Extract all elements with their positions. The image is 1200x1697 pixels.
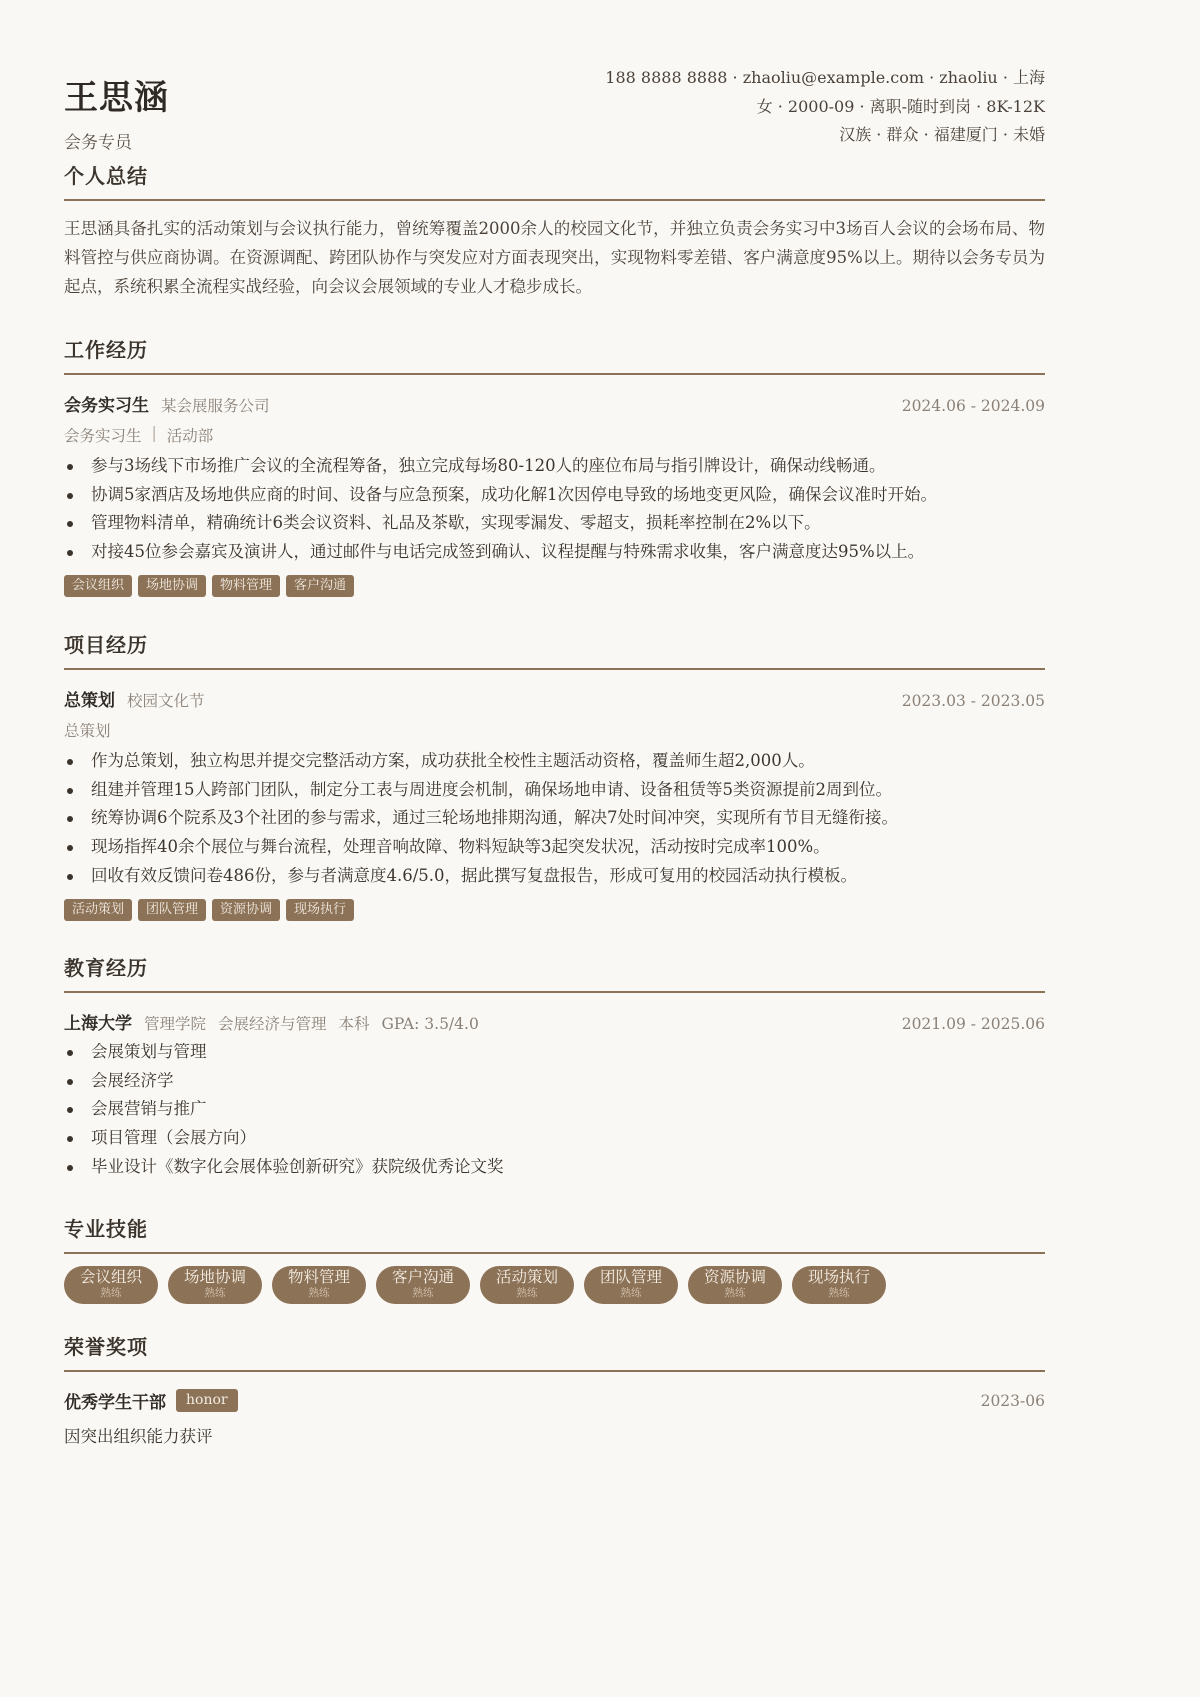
work-section [64,334,1045,597]
skill-pill [168,1266,262,1304]
list-item: 管理物料清单，精确统计6类会议资料、礼品及茶歇，实现零漏发、零超支，损耗率控制在2%以下。 [64,509,1045,538]
education-entry-header [64,1009,1045,1034]
skill-name: 现场执行 [807,1268,870,1286]
education-date: 2021.09 - 2025.06 [901,1015,1045,1033]
skill-tag: 客户沟通 [286,575,354,597]
skill-pill [64,1266,158,1304]
skill-name: 团队管理 [599,1268,662,1286]
section-title: 教育经历 [64,952,1045,993]
award-name: 优秀学生干部 [64,1393,166,1413]
project-entry-header [64,686,1045,711]
separator: | [151,424,157,442]
skill-name: 会议组织 [79,1268,142,1286]
award-entry-header [64,1388,1045,1413]
list-item: 协调5家酒店及场地供应商的时间、设备与应急预案，成功化解1次因停电导致的场地变更风险，确保会议准时开始。 [64,481,1045,510]
education-bullets [64,1038,1045,1182]
section-title: 个人总结 [64,160,1045,201]
skill-name: 资源协调 [703,1268,766,1286]
skill-tag: 团队管理 [138,899,206,921]
skills-list [64,1266,1045,1304]
list-item: 会展策划与管理 [64,1038,1045,1067]
skill-tag: 活动策划 [64,899,132,921]
section-title: 专业技能 [64,1213,1045,1254]
skill-name: 客户沟通 [391,1268,454,1286]
school-name: 上海大学 [64,1014,132,1034]
project-role-detail: 总策划 [64,722,111,740]
contact-info [605,64,1045,150]
work-role: 会务实习生 [64,427,142,445]
degree: 本科 [338,1015,370,1033]
skill-tag: 现场执行 [286,899,354,921]
skill-pill [792,1266,886,1304]
skill-level: 熟练 [204,1287,226,1299]
skill-level: 熟练 [724,1287,746,1299]
list-item: 作为总策划，独立构思并提交完整活动方案，成功获批全校性主题活动资格，覆盖师生超2,000人。 [64,747,1045,776]
section-title: 荣誉奖项 [64,1331,1045,1372]
skill-level: 熟练 [100,1287,122,1299]
work-bullets [64,452,1045,567]
work-role-line [64,424,1045,446]
skill-level: 熟练 [620,1287,642,1299]
work-tags [64,575,1045,597]
project-bullets [64,747,1045,891]
skill-pill [688,1266,782,1304]
gpa: GPA: 3.5/4.0 [381,1015,479,1033]
skill-pill [480,1266,574,1304]
list-item: 参与3场线下市场推广会议的全流程筹备，独立完成每场80-120人的座位布局与指引牌设计，确保动线畅通。 [64,452,1045,481]
major-name: 会展经济与管理 [218,1015,327,1033]
work-department: 活动部 [166,427,214,445]
skill-name: 场地协调 [183,1268,246,1286]
list-item: 回收有效反馈问卷486份，参与者满意度4.6/5.0，据此撰写复盘报告，形成可复用的校园活动执行模板。 [64,862,1045,891]
skill-level: 熟练 [516,1287,538,1299]
list-item: 毕业设计《数字化会展体验创新研究》获院级优秀论文奖 [64,1153,1045,1182]
skill-pill [272,1266,366,1304]
resume-header [64,0,1045,160]
work-position: 会务实习生 [64,396,149,416]
project-name: 校园文化节 [127,692,205,710]
list-item: 会展经济学 [64,1067,1045,1096]
project-date: 2023.03 - 2023.05 [901,692,1045,710]
college-name: 管理学院 [144,1015,207,1033]
work-date: 2024.06 - 2024.09 [901,397,1045,415]
contact-line: 188 8888 8888 · zhaoliu@example.com · zhaoliu · 上海 [605,68,1045,87]
candidate-job-title: 会务专员 [64,133,132,153]
skill-tag: 资源协调 [212,899,280,921]
skill-level: 熟练 [828,1287,850,1299]
list-item: 项目管理（会展方向） [64,1124,1045,1153]
education-section [64,952,1045,1182]
section-title: 项目经历 [64,629,1045,670]
summary-section [64,160,1045,301]
project-tags [64,899,1045,921]
candidate-name: 王思涵 [64,78,169,118]
section-title: 工作经历 [64,334,1045,375]
project-role: 总策划 [64,691,115,711]
skill-tag: 物料管理 [212,575,280,597]
award-type-badge: honor [176,1389,238,1412]
skill-pill [584,1266,678,1304]
award-description: 因突出组织能力获评 [64,1427,213,1446]
contact-line: 汉族 · 群众 · 福建厦门 · 未婚 [839,125,1045,144]
work-entry-header [64,391,1045,416]
list-item: 会展营销与推广 [64,1095,1045,1124]
skills-section [64,1213,1045,1304]
project-section [64,629,1045,921]
skill-name: 物料管理 [287,1268,350,1286]
skill-name: 活动策划 [495,1268,558,1286]
project-role-line [64,719,1045,741]
skill-pill [376,1266,470,1304]
skill-tag: 会议组织 [64,575,132,597]
list-item: 对接45位参会嘉宾及演讲人，通过邮件与电话完成签到确认、议程提醒与特殊需求收集，客户满意度达95%以上。 [64,538,1045,567]
summary-text: 王思涵具备扎实的活动策划与会议执行能力，曾统筹覆盖2000余人的校园文化节，并独立负责会务实习中3场百人会议的会场布局、物料管控与供应商协调。在资源调配、跨团队协作与突发应对方面表现突出，实现物料零差错、客户满意度95%以上。期待以会务专员为起点，系统积累全流程实战经验，向会议会展领域的专业人才稳步成长。 [64,219,1045,296]
contact-line: 女 · 2000-09 · 离职-随时到岗 · 8K-12K [756,96,1045,116]
list-item: 现场指挥40余个展位与舞台流程，处理音响故障、物料短缺等3起突发状况，活动按时完成率100%。 [64,833,1045,862]
skill-level: 熟练 [412,1287,434,1299]
skill-level: 熟练 [308,1287,330,1299]
awards-section [64,1331,1045,1447]
work-company: 某会展服务公司 [161,397,270,415]
skill-tag: 场地协调 [138,575,206,597]
list-item: 组建并管理15人跨部门团队，制定分工表与周进度会机制，确保场地申请、设备租赁等5类资源提前2周到位。 [64,776,1045,805]
award-date: 2023-06 [980,1391,1045,1410]
list-item: 统筹协调6个院系及3个社团的参与需求，通过三轮场地排期沟通，解决7处时间冲突，实现所有节目无缝衔接。 [64,804,1045,833]
